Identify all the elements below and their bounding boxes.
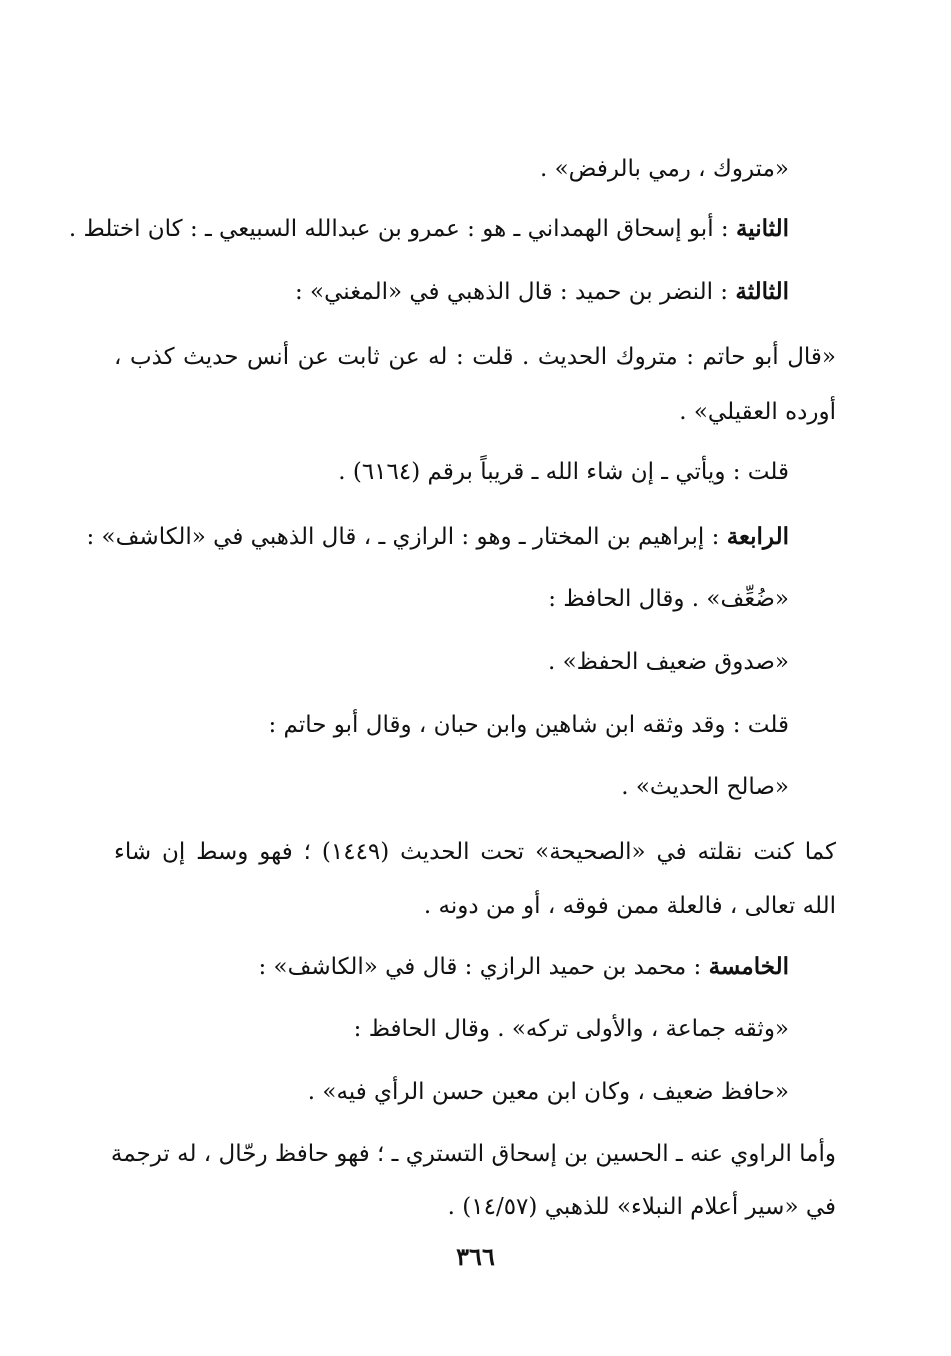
text-line [258,950,789,984]
text-line: في «سير أعلام النبلاء» للذهبي (١٤/٥٧) . [447,1194,836,1220]
text-line [295,275,789,309]
page-number: ٣٦٦ [456,1242,495,1271]
text-line: «وثقه جماعة ، والأولى تركه» . وقال الحافظ : [353,1016,789,1042]
text-line: «حافظ ضعيف ، وكان ابن معين حسن الرأي فيه» . [307,1079,789,1105]
text-line: «ضُعِّف» . وقال الحافظ : [548,586,789,612]
text-line: قلت : ويأتي ـ إن شاء الله ـ قريباً برقم (٦١٦٤) . [338,459,789,485]
line-text: : النضر بن حميد : قال الذهبي في «المغني» : [294,279,736,305]
text-line: كما كنت نقلته في «الصحيحة» تحت الحديث (١٤٤٩) ؛ فهو وسط إن شاء [114,839,836,865]
text-line: وأما الراوي عنه ـ الحسين بن إسحاق التستري ـ ؛ فهو حافظ رحّال ، له ترجمة [110,1141,836,1167]
text-line: أورده العقيلي» . [679,399,836,425]
text-line: قلت : وقد وثقه ابن شاهين وابن حبان ، وقال أبو حاتم : [268,712,789,738]
line-text: : إبراهيم بن المختار ـ وهو : الرازي ـ ، قال الذهبي في «الكاشف» : [86,524,727,550]
text-line: «قال أبو حاتم : متروك الحديث . قلت : له عن ثابت عن أنس حديث كذب ، [114,344,836,370]
section-label: الثالثة [735,278,789,305]
text-line: «صدوق ضعيف الحفظ» . [547,649,789,675]
text-line [69,212,789,246]
text-line [86,520,789,554]
text-line: «صالح الحديث» . [621,774,789,800]
section-label: الثانية [735,215,789,242]
line-text: : أبو إسحاق الهمداني ـ هو : عمرو بن عبدالله السبيعي ـ : كان اختلط . [68,216,736,242]
section-label: الخامسة [708,953,789,980]
text-line: الله تعالى ، فالعلة ممن فوقه ، أو من دونه . [423,893,836,919]
text-line: «متروك ، رمي بالرفض» . [539,156,789,182]
section-label: الرابعة [726,523,789,550]
line-text: : محمد بن حميد الرازي : قال في «الكاشف» : [258,954,709,980]
